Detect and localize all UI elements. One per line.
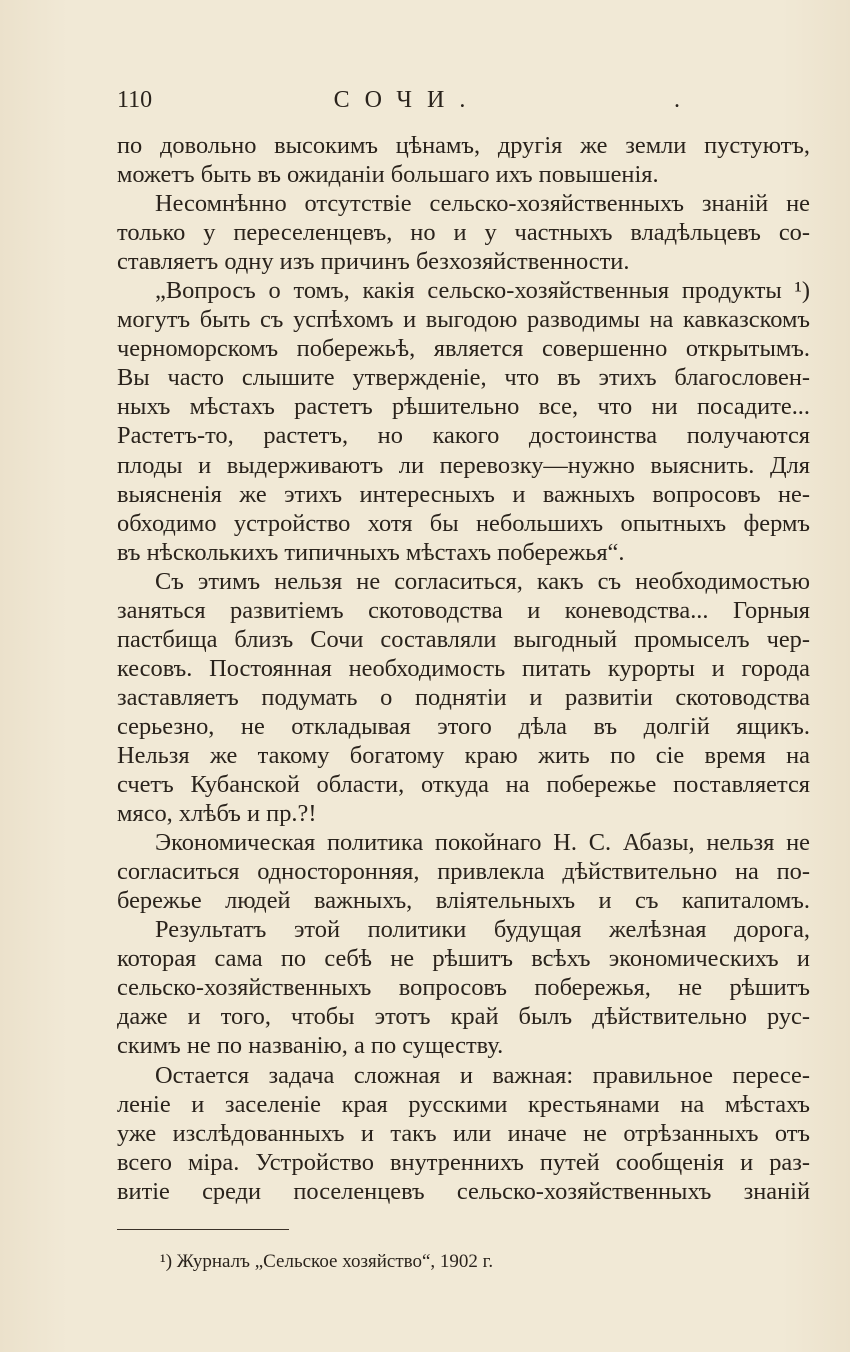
text-line: обходимо устройство хотя бы небольшихъ опытныхъ фермъ — [117, 509, 810, 537]
text-line: плоды и выдерживаютъ ли перевозку—нужно выяснить. Для — [117, 451, 810, 479]
text-line: мясо, хлѣбъ и пр.?! — [117, 800, 317, 828]
text-line: Растетъ-то, растетъ, но какого достоинства получаются — [117, 422, 810, 450]
text-line: бережье людей важныхъ, вліятельныхъ и съ капиталомъ. — [117, 887, 810, 915]
text-line: кесовъ. Постоянная необходимость питать курорты и города — [117, 654, 810, 682]
text-line: выясненія же этихъ интересныхъ и важныхъ вопросовъ не- — [117, 480, 810, 508]
footnote-text: Журналъ „Сельское хозяйство“, 1902 г. — [176, 1251, 494, 1272]
text-line: Съ этимъ нельзя не согласиться, какъ съ необходимостью — [155, 567, 810, 595]
text-line: витіе среди поселенцевъ сельско-хозяйственныхъ знаній — [117, 1177, 810, 1205]
text-line: всего міра. Устройство внутреннихъ путей сообщенія и раз- — [117, 1148, 810, 1176]
text-line: заставляетъ подумать о поднятіи и развитіи скотоводства — [117, 683, 810, 711]
text-line: Экономическая политика покойнаго Н. С. Абазы, нельзя не — [155, 829, 810, 857]
text-line: счетъ Кубанской области, откуда на побережье поставляется — [117, 771, 810, 799]
text-line: заняться развитіемъ скотоводства и коневодства... Горныя — [117, 596, 810, 624]
text-line: уже изслѣдованныхъ и такъ или иначе не отрѣзанныхъ отъ — [117, 1119, 810, 1147]
text-line: Результатъ этой политики будущая желѣзная дорога, — [155, 916, 810, 944]
text-line: согласиться односторонняя, привлекла дѣйствительно на по- — [117, 858, 810, 886]
text-line: леніе и заселеніе края русскими крестьянами на мѣстахъ — [117, 1090, 810, 1118]
text-line: серьезно, не откладывая этого дѣла въ долгій ящикъ. — [117, 712, 810, 740]
body-text — [117, 131, 810, 1206]
text-line: черноморскомъ побережьѣ, является совершенно открытымъ. — [117, 335, 810, 363]
text-line: даже и того, чтобы этотъ край былъ дѣйствительно рус- — [117, 1003, 810, 1031]
text-line: скимъ не по названію, а по существу. — [117, 1032, 504, 1060]
header-dot: . — [674, 87, 680, 113]
text-line: ставляетъ одну изъ причинъ безхозяйственности. — [117, 248, 630, 276]
text-line: въ нѣсколькихъ типичныхъ мѣстахъ побережья“. — [117, 538, 625, 566]
text-line: только у переселенцевъ, но и у частныхъ владѣльцевъ со- — [117, 219, 810, 247]
text-line: которая сама по себѣ не рѣшитъ всѣхъ экономическихъ и — [117, 945, 810, 973]
footnote-marker: ¹) — [160, 1251, 173, 1272]
text-line: по довольно высокимъ цѣнамъ, другія же земли пустуютъ, — [117, 132, 810, 159]
page-number: 110 — [117, 87, 153, 113]
text-line: „Вопросъ о томъ, какія сельско-хозяйственныя продукты ¹) — [155, 277, 810, 305]
footnote-rule — [117, 1229, 289, 1230]
text-line: Несомнѣнно отсутствіе сельско-хозяйственныхъ знаній не — [155, 190, 810, 218]
text-line: сельско-хозяйственныхъ вопросовъ побережья, не рѣшитъ — [117, 974, 810, 1002]
text-line: можетъ быть въ ожиданіи большаго ихъ повышенія. — [117, 161, 659, 189]
text-line: ныхъ мѣстахъ растетъ рѣшительно все, что ни посадите... — [117, 393, 810, 421]
text-line: пастбища близъ Сочи составляли выгодный промыселъ чер- — [117, 625, 810, 653]
text-line: Вы часто слышите утвержденіе, что въ этихъ благословен- — [117, 364, 810, 392]
footnote — [160, 1248, 493, 1276]
running-title: СОЧИ. — [333, 87, 481, 113]
text-line: Остается задача сложная и важная: правильное пересе- — [155, 1061, 810, 1089]
text-line: могутъ быть съ успѣхомъ и выгодою разводимы на кавказскомъ — [117, 306, 810, 334]
page-header — [117, 84, 680, 116]
text-line: Нельзя же такому богатому краю жить по сіе время на — [117, 741, 810, 769]
